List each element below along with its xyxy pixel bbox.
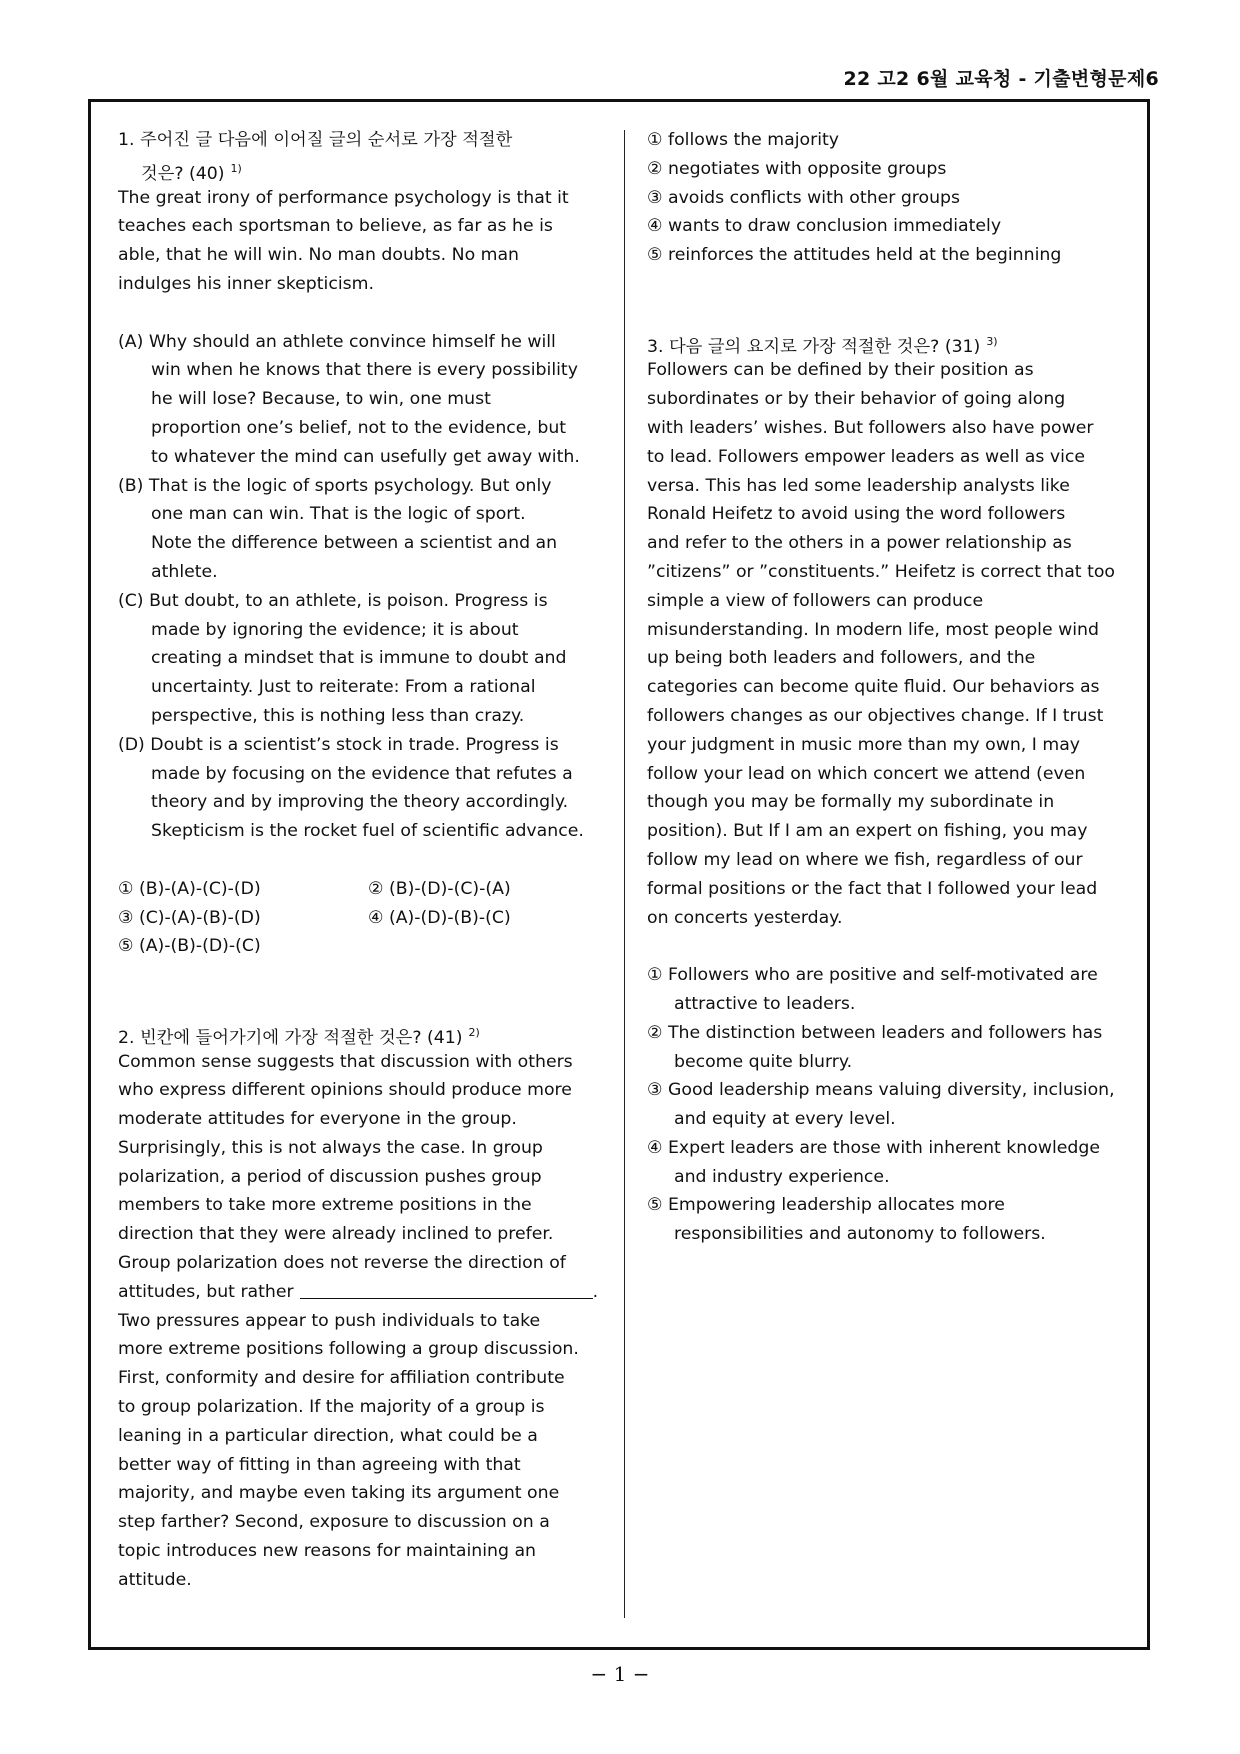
q1-choice-4[interactable]: ④ (A)-(D)-(B)-(C) — [368, 907, 511, 928]
q3-title: 3. 다음 글의 요지로 가장 적절한 것은? (31) — [647, 336, 981, 357]
q3-choice-4-text: Expert leaders are those with inherent knowledge — [668, 1137, 1100, 1158]
q1-passage-line: teaches each sportsman to believe, as far as he is — [118, 216, 553, 237]
q3-choice-3-number: ③ — [647, 1080, 663, 1101]
q3-choice-5-text: Empowering leadership allocates more — [668, 1195, 1005, 1216]
q3-choice-4-number: ④ — [647, 1137, 663, 1158]
q3-choice-1[interactable] — [647, 961, 1131, 990]
q2-passage-line: polarization, a period of discussion pushes group — [118, 1166, 542, 1187]
q1-paragraph-a-text: Why should an athlete convince himself he will — [148, 331, 556, 352]
q3-choice-5-number: ⑤ — [647, 1195, 663, 1216]
page-number: − 1 − — [590, 1662, 650, 1686]
q2-passage-line: step farther? Second, exposure to discussion on a — [118, 1512, 550, 1533]
q2-passage-line: to group polarization. If the majority of a group is — [118, 1397, 545, 1418]
q2-blank-line-start: attitudes, but rather — [118, 1281, 294, 1302]
q1-paragraph-a-line: win when he knows that there is every possibility — [151, 360, 578, 381]
q2-passage-line: who express different opinions should produce more — [118, 1080, 572, 1101]
q3-choice-2-number: ② — [647, 1022, 663, 1043]
q1-paragraph-d-text: Doubt is a scientist’s stock in trade. Progress is — [150, 734, 559, 755]
q2-passage-line: more extreme positions following a group discussion. — [118, 1339, 579, 1360]
q2-passage-line: members to take more extreme positions in the — [118, 1195, 532, 1216]
q1-paragraph-d-line: made by focusing on the evidence that refutes a — [151, 763, 573, 784]
q2-choice-2[interactable]: ② negotiates with opposite groups — [647, 158, 947, 179]
q1-title-text: 것은? (40) — [141, 163, 225, 184]
q1-paragraph-c-text: But doubt, to an athlete, is poison. Progress is — [149, 590, 548, 611]
exam-header-title: 22 고2 6월 교육청 - 기출변형문제6 — [843, 68, 1159, 90]
q3-passage-line: Followers can be defined by their position as — [647, 360, 1034, 381]
q3-passage-line: followers changes as our objectives change. If I trust — [647, 705, 1104, 726]
q3-choice-1-number: ① — [647, 965, 663, 986]
q3-passage-line: follow your lead on which concert we attend (even — [647, 763, 1086, 784]
q2-passage-line: leaning in a particular direction, what could be a — [118, 1425, 538, 1446]
q2-answer-blank — [300, 1278, 593, 1299]
q2-passage-line: better way of fitting in than agreeing with that — [118, 1454, 521, 1475]
q2-passage-line: attitude. — [118, 1569, 192, 1590]
column-divider — [624, 130, 625, 1618]
q1-paragraph-b-line: Note the difference between a scientist and an — [151, 533, 558, 554]
q1-paragraph-c-line: made by ignoring the evidence; it is about — [151, 619, 519, 640]
q2-choice-4[interactable]: ④ wants to draw conclusion immediately — [647, 216, 1002, 237]
q1-paragraph-b-line: one man can win. That is the logic of sport. — [151, 504, 526, 525]
q3-choice-2-cont[interactable]: become quite blurry. — [674, 1051, 853, 1072]
q2-choice-5[interactable]: ⑤ reinforces the attitudes held at the beginning — [647, 245, 1062, 266]
q3-choice-2[interactable] — [647, 1019, 1131, 1048]
q1-paragraph-b-line: athlete. — [151, 561, 218, 582]
q3-passage-line: up being both leaders and followers, and the — [647, 648, 1036, 669]
q3-passage-line: subordinates or by their behavior of going along — [647, 389, 1066, 410]
q3-passage-line: misunderstanding. In modern life, most people wind — [647, 619, 1099, 640]
q3-choice-3-cont[interactable]: and equity at every level. — [674, 1109, 896, 1130]
q2-passage-line: Group polarization does not reverse the direction of — [118, 1253, 566, 1274]
q1-paragraph-c-label: (C) — [118, 590, 144, 611]
q2-passage-line: topic introduces new reasons for maintaining an — [118, 1541, 536, 1562]
q3-choice-3[interactable] — [647, 1076, 1131, 1105]
q1-passage-line: indulges his inner skepticism. — [118, 273, 374, 294]
q3-passage-line: categories can become quite fluid. Our behaviors as — [647, 677, 1100, 698]
q3-choice-3-text: Good leadership means valuing diversity, inclusion, — [668, 1080, 1115, 1101]
q2-passage-line: moderate attitudes for everyone in the group. — [118, 1109, 517, 1130]
q1-passage-line: able, that he will win. No man doubts. No man — [118, 245, 520, 266]
q3-passage-line: to lead. Followers empower leaders as well as vice — [647, 446, 1086, 467]
q3-footnote-marker: 3) — [986, 334, 998, 348]
q3-passage-line: simple a view of followers can produce — [647, 590, 984, 611]
q1-paragraph-d-line: Skepticism is the rocket fuel of scientific advance. — [151, 821, 584, 842]
q1-paragraph-d-line: theory and by improving the theory accordingly. — [151, 792, 569, 813]
q2-blank-line — [118, 1278, 602, 1307]
q3-choice-1-text: Followers who are positive and self-motivated are — [668, 965, 1098, 986]
q3-passage-line: with leaders’ wishes. But followers also have power — [647, 417, 1094, 438]
q1-paragraph-a-label: (A) — [118, 331, 144, 352]
q3-title-line — [647, 328, 1131, 357]
q2-passage-line: direction that they were already inclined to prefer. — [118, 1224, 554, 1245]
q3-passage-line: versa. This has led some leadership analysts like — [647, 475, 1070, 496]
q1-title-line-1: 1. 주어진 글 다음에 이어질 글의 순서로 가장 적절한 — [118, 130, 513, 150]
q3-choice-1-cont[interactable]: attractive to leaders. — [674, 993, 856, 1014]
q1-paragraph-c-line: creating a mindset that is immune to doubt and — [151, 648, 567, 669]
q2-title-line — [118, 1019, 602, 1048]
q3-passage-line: your judgment in music more than my own, I may — [647, 734, 1081, 755]
right-column — [647, 126, 1131, 1249]
q3-passage-line: and refer to the others in a power relationship as — [647, 533, 1072, 554]
q1-footnote-marker: 1) — [230, 161, 242, 175]
q3-choice-5-cont[interactable]: responsibilities and autonomy to followers. — [674, 1224, 1046, 1245]
q1-paragraph-c-line — [118, 587, 602, 616]
q1-paragraph-b-label: (B) — [118, 475, 144, 496]
q3-passage-line: on concerts yesterday. — [647, 907, 843, 928]
q1-paragraph-c-line: uncertainty. Just to reiterate: From a rational — [151, 677, 536, 698]
q1-paragraph-b-text: That is the logic of sports psychology. But only — [148, 475, 552, 496]
q2-passage-line: First, conformity and desire for affiliation contribute — [118, 1368, 565, 1389]
q2-choice-1[interactable]: ① follows the majority — [647, 130, 840, 150]
q3-passage-line: ”citizens” or ”constituents.” Heifetz is correct that too — [647, 561, 1115, 582]
q3-passage-line: follow my lead on where we fish, regardless of our — [647, 849, 1083, 870]
q1-paragraph-d-label: (D) — [118, 734, 145, 755]
q2-choice-3[interactable]: ③ avoids conflicts with other groups — [647, 187, 961, 208]
q1-passage-line: The great irony of performance psychology is that it — [118, 187, 569, 208]
q1-choices-row — [118, 875, 602, 904]
q3-passage-line: position). But If I am an expert on fishing, you may — [647, 821, 1088, 842]
q2-blank-line-end: . — [592, 1281, 599, 1302]
q1-paragraph-d-line — [118, 731, 602, 760]
q1-paragraph-b-line — [118, 472, 602, 501]
q1-choices-row — [118, 932, 602, 961]
q1-choices-row — [118, 904, 602, 933]
q1-title-line-2 — [118, 155, 602, 184]
q3-choice-4-cont[interactable]: and industry experience. — [674, 1166, 890, 1187]
q3-choice-5[interactable] — [647, 1191, 1131, 1220]
q3-passage-line: formal positions or the fact that I followed your lead — [647, 878, 1098, 899]
q1-choice-1[interactable]: ① (B)-(A)-(C)-(D) — [118, 878, 261, 899]
q2-passage-line: Surprisingly, this is not always the case. In group — [118, 1137, 543, 1158]
q2-passage-line: Two pressures appear to push individuals to take — [118, 1310, 541, 1331]
q1-paragraph-a-line: he will lose? Because, to win, one must — [151, 389, 491, 410]
q1-paragraph-c-line: perspective, this is nothing less than crazy. — [151, 705, 525, 726]
q2-passage-line: Common sense suggests that discussion with others — [118, 1051, 573, 1072]
q1-paragraph-a-line: proportion one’s belief, not to the evidence, but — [151, 417, 567, 438]
q2-title: 2. 빈칸에 들어가기에 가장 적절한 것은? (41) — [118, 1027, 463, 1048]
left-column — [118, 126, 602, 1595]
q1-choice-5[interactable]: ⑤ (A)-(B)-(D)-(C) — [118, 936, 261, 957]
q3-passage-line: Ronald Heifetz to avoid using the word followers — [647, 504, 1066, 525]
q3-choice-4[interactable] — [647, 1134, 1131, 1163]
q3-choice-2-text: The distinction between leaders and followers has — [668, 1022, 1103, 1043]
q1-paragraph-a-line — [118, 328, 602, 357]
q3-passage-line: though you may be formally my subordinate in — [647, 792, 1055, 813]
q1-paragraph-a-line: to whatever the mind can usefully get away with. — [151, 446, 580, 467]
q2-footnote-marker: 2) — [468, 1025, 480, 1039]
q2-passage-line: majority, and maybe even taking its argument one — [118, 1483, 560, 1504]
q1-choice-3[interactable]: ③ (C)-(A)-(B)-(D) — [118, 907, 261, 928]
q1-choice-2[interactable]: ② (B)-(D)-(C)-(A) — [368, 878, 511, 899]
